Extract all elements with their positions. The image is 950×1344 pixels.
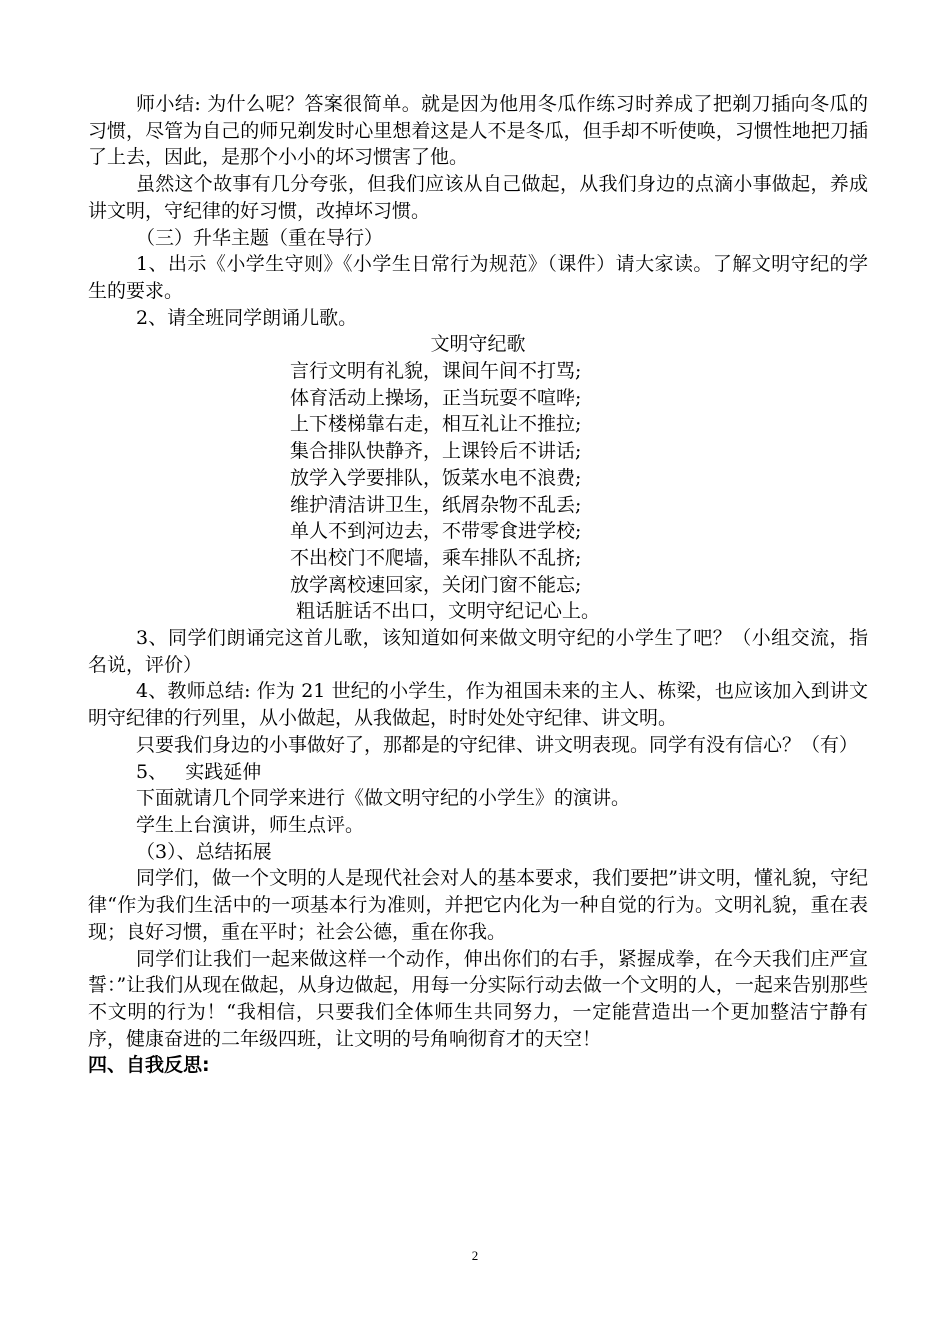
paragraph: 1、出示《小学生守则》《小学生日常行为规范》（课件）请大家读。了解文明守纪的学生的要求。 — [88, 253, 868, 302]
poem-line: 单人不到河边去，不带零食进学校; — [290, 520, 582, 543]
document-body — [88, 91, 868, 1079]
poem-line: 体育活动上操场，正当玩耍不喧哗; — [290, 386, 582, 409]
poem-line: 粗话脏话不出口，文明守纪记心上。 — [290, 600, 601, 623]
poem-line: 放学入学要排队，饭菜水电不浪费; — [290, 466, 582, 489]
poem-line: 维护清洁讲卫生，纸屑杂物不乱丢; — [290, 493, 582, 516]
subsection-heading: （3）、总结拓展 — [136, 840, 272, 863]
paragraph: 下面就请几个同学来进行《做文明守纪的小学生》的演讲。 — [136, 787, 631, 810]
paragraph: 学生上台演讲，师生点评。 — [136, 813, 365, 836]
paragraph: 只要我们身边的小事做好了，那都是的守纪律、讲文明表现。同学有没有信心？（有） — [136, 733, 859, 756]
subsection-heading: 5、 实践延伸 — [136, 760, 262, 783]
poem-line: 集合排队快静齐，上课铃后不讲话; — [290, 440, 582, 463]
subsection-heading: （三）升华主题（重在导行） — [136, 226, 384, 249]
poem-title: 文明守纪歌 — [430, 333, 526, 356]
poem-line: 放学离校速回家，关闭门窗不能忘; — [290, 573, 582, 596]
page-number: 2 — [471, 1248, 479, 1263]
paragraph: 师小结: 为什么呢？答案很简单。就是因为他用冬瓜作练习时养成了把剃刀插向冬瓜的习惯，尽管为自己的师兄剃发时心里想着这是人不是冬瓜，但手却不听使唤，习惯性地把刀插了上去，因此，是那个小小的坏习惯害了他。 — [88, 93, 868, 169]
section-heading: 四、自我反思: — [88, 1054, 210, 1077]
poem-line: 不出校门不爬墙，乘车排队不乱挤; — [290, 546, 582, 569]
paragraph: 2、请全班同学朗诵儿歌。 — [136, 306, 358, 329]
poem-line: 言行文明有礼貌，课间午间不打骂; — [290, 360, 582, 383]
paragraph: 虽然这个故事有几分夸张，但我们应该从自己做起，从我们身边的点滴小事做起，养成讲文明，守纪律的好习惯，改掉坏习惯。 — [88, 173, 868, 222]
paragraph: 同学们让我们一起来做这样一个动作，伸出你们的右手，紧握成拳，在今天我们庄严宣誓：”让我们从现在做起，从身边做起，用每一分实际行动去做一个文明的人，一起来告别那些不文明的行为！“我相信，只要我们全体师生共同努力，一定能营造出一个更加整洁宁静有序，健康奋进的二年级四班，让文明的号角响彻育才的天空！ — [88, 947, 868, 1050]
poem-line: 上下楼梯靠右走，相互礼让不推拉; — [290, 413, 582, 436]
paragraph: 4、教师总结: 作为 21 世纪的小学生，作为祖国未来的主人、栋梁，也应该加入到讲文明守纪律的行列里，从小做起，从我做起，时时处处守纪律、讲文明。 — [88, 680, 868, 730]
poem — [88, 358, 868, 625]
paragraph: 3、同学们朗诵完这首儿歌，该知道如何来做文明守纪的小学生了吧？（小组交流，指名说，评价） — [88, 627, 868, 676]
paragraph: 同学们，做一个文明的人是现代社会对人的基本要求，我们要把”讲文明，懂礼貌，守纪律“作为我们生活中的一项基本行为准则，并把它内化为一种自觉的行为。文明礼貌，重在表现；良好习惯，重在平时；社会公德，重在你我。 — [88, 867, 868, 943]
